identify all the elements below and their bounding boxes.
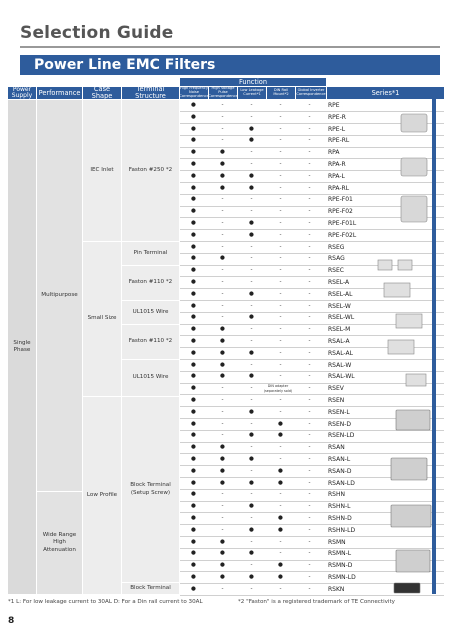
function-dash: - [279, 220, 282, 226]
series-name: RSHN [328, 491, 345, 499]
function-dot: ● [220, 444, 225, 451]
function-dash: - [308, 550, 311, 557]
terminal-group: Block Terminal (Setup Screw) [122, 397, 179, 582]
function-dash: - [279, 196, 282, 203]
series-name: RSEN [328, 397, 345, 404]
series-name: RSEL-A [328, 279, 350, 286]
terminal-structure-header: Terminal Structure [122, 87, 179, 99]
function-dash: - [250, 113, 253, 120]
function-dash: - [250, 196, 253, 203]
function-dot: ● [191, 267, 196, 274]
case-shape-group: IEC Inlet [83, 100, 121, 241]
product-images [326, 78, 444, 594]
function-dash: - [250, 255, 253, 262]
function-dot: ● [249, 432, 254, 439]
function-dash: - [279, 137, 282, 144]
function-dash: - [308, 102, 311, 108]
function-dash: - [308, 515, 311, 521]
function-dash: - [308, 290, 311, 297]
case-shape-header: Case Shape [83, 87, 121, 99]
function-dash: - [279, 408, 282, 415]
function-dash: - [221, 585, 224, 592]
series-name: RSHN-L [328, 503, 351, 511]
function-dash: - [308, 326, 311, 333]
function-dash: - [221, 420, 224, 427]
function-dash: - [221, 503, 224, 510]
function-dot: ● [191, 538, 196, 545]
function-dash: - [221, 220, 224, 226]
function-dash: - [308, 361, 311, 368]
function-dot: ● [191, 491, 196, 498]
function-dot: ● [191, 102, 196, 108]
function-dash: - [250, 397, 253, 403]
function-dash: - [250, 102, 253, 108]
function-dot: ● [249, 503, 254, 510]
function-dash: - [279, 255, 282, 262]
function-dash: - [279, 290, 282, 297]
series-name: RSAG [328, 255, 345, 263]
function-dash: - [308, 479, 311, 486]
function-dash: - [308, 196, 311, 203]
series-name: RSAN-LD [328, 479, 355, 487]
function-dot: ● [220, 456, 225, 462]
function-dash: - [308, 585, 311, 592]
product-illustrations [326, 78, 444, 594]
function-dash: - [279, 491, 282, 498]
series-name: RSMN-L [328, 550, 352, 558]
function-dot: ● [220, 574, 225, 580]
function-dot: ● [191, 515, 196, 521]
function-dot: ● [191, 231, 196, 238]
function-dash: - [250, 149, 253, 156]
function-dot: ● [249, 184, 254, 191]
series-name: RSAN-D [328, 467, 352, 475]
function-dash: - [279, 550, 282, 557]
function-dot: ● [220, 550, 225, 557]
function-dash: - [221, 385, 224, 392]
function-dash: - [221, 290, 224, 297]
performance-group: Multipurpose [37, 100, 82, 491]
function-dash: - [279, 267, 282, 274]
series-name: RPA-RL [328, 184, 350, 192]
function-dot: ● [191, 243, 196, 250]
function-dash: - [308, 113, 311, 120]
function-dash: - [221, 208, 224, 215]
series-name: RSEN-D [328, 420, 352, 428]
function-dash: - [221, 397, 224, 403]
function-dash: - [279, 125, 282, 132]
series-name: RSAL-W [328, 361, 352, 369]
series-header: Series*1 [327, 87, 444, 99]
iec-inlet-image [401, 114, 427, 222]
function-dot: ● [191, 467, 196, 474]
function-dash: - [250, 326, 253, 333]
case-shape-group: Low Profile [83, 397, 121, 594]
function-dash: - [250, 467, 253, 474]
terminal-group: Faston #110 *2 [122, 325, 179, 359]
function-dash: - [308, 243, 311, 250]
function-dash: - [308, 562, 311, 569]
series-name: RPE-F01L [328, 220, 357, 227]
function-dash: - [308, 231, 311, 238]
series-name: RSEL-WL [328, 314, 355, 322]
function-dash: - [308, 526, 311, 533]
series-name: RSAN [328, 444, 345, 452]
function-dot: ● [220, 361, 225, 368]
function-dot: ● [191, 385, 196, 392]
function-col-header: Low Leakage Current*1 [238, 87, 266, 99]
page-number: 8 [8, 616, 15, 626]
function-dash: - [250, 562, 253, 569]
series-name: RSEL-M [328, 326, 351, 334]
terminal-group: UL1015 Wire [122, 301, 179, 324]
heading-rule [20, 46, 440, 48]
function-dot: ● [191, 361, 196, 368]
function-dash: - [308, 338, 311, 344]
function-dash: - [250, 538, 253, 545]
series-name: RSEG [328, 243, 345, 251]
function-dot: ● [249, 220, 254, 226]
function-dot: ● [191, 290, 196, 297]
function-dot: ● [249, 550, 254, 557]
series-name: RPE-F02 [328, 208, 353, 216]
function-dash: - [221, 243, 224, 250]
series-name: RSEN-L [328, 408, 350, 416]
function-dot: ● [278, 420, 283, 427]
function-dash: - [279, 302, 282, 309]
series-name: RSAL-A [328, 338, 350, 345]
function-dot: ● [220, 149, 225, 156]
function-dash: - [221, 491, 224, 498]
function-dash: - [221, 408, 224, 415]
function-dot: ● [249, 137, 254, 144]
function-dash: - [308, 408, 311, 415]
case-shape-group: Small Size [83, 242, 121, 396]
function-dash: - [308, 161, 311, 167]
row-divider [180, 595, 444, 596]
small-size-image [378, 260, 426, 386]
function-dot: ● [278, 432, 283, 439]
function-dot: ● [191, 526, 196, 533]
function-dot: ● [191, 255, 196, 262]
function-dash: - [279, 184, 282, 191]
function-dot: ● [191, 420, 196, 427]
function-dash: - [279, 314, 282, 321]
function-dot: ● [191, 408, 196, 415]
function-dot: ● [220, 479, 225, 486]
function-dot: ● [278, 526, 283, 533]
function-dash: - [279, 338, 282, 344]
footnote-2: *2 "Faston" is a registered trademark of TE Connectivity [238, 599, 395, 605]
function-dash: - [250, 243, 253, 250]
function-dot: ● [191, 208, 196, 215]
function-dash: - [279, 585, 282, 592]
function-dot: ● [191, 562, 196, 569]
function-dot: ● [249, 479, 254, 486]
function-dash: - [250, 267, 253, 274]
function-dash: - [308, 149, 311, 156]
function-col-header: DIN Rail Mount*2 [267, 87, 295, 99]
function-dash: - [250, 420, 253, 427]
terminal-group: UL1015 Wire [122, 360, 179, 396]
function-dash: - [221, 515, 224, 521]
function-dash: - [308, 491, 311, 498]
footnote-1: *1 L: For low leakage current to 30AL D: For a Din rail current to 30AL [8, 599, 203, 605]
function-dot: ● [191, 196, 196, 203]
edge-tab [432, 98, 436, 594]
function-dash: - [221, 196, 224, 203]
function-dash: - [308, 125, 311, 132]
series-name: RSEN-LD [328, 432, 355, 440]
function-dash: - [308, 314, 311, 321]
series-name: RSKN [328, 585, 345, 593]
function-header: Function [180, 78, 326, 86]
function-dash: - [279, 456, 282, 462]
function-dash: - [279, 102, 282, 108]
series-name: RPA-L [328, 172, 345, 180]
function-dot: ● [220, 184, 225, 191]
function-dash: - [279, 397, 282, 403]
function-dash: - [250, 361, 253, 368]
function-dash: - [221, 137, 224, 144]
series-name: RSEV [328, 385, 344, 393]
function-dash: - [221, 279, 224, 285]
function-dash: - [308, 137, 311, 144]
function-dash: - [279, 279, 282, 285]
function-dot: ● [191, 184, 196, 191]
function-dot: ● [220, 562, 225, 569]
series-name: RSEL-AL [328, 290, 353, 298]
function-dot: ● [191, 161, 196, 167]
function-dot: ● [220, 338, 225, 344]
function-dash: - [279, 373, 282, 380]
din-adapter-note: DIN adapter (separately sold) [263, 384, 293, 393]
function-dash: - [308, 184, 311, 191]
function-dash: - [250, 515, 253, 521]
function-dot: ● [191, 550, 196, 557]
function-dash: - [221, 302, 224, 309]
function-col-header: Global Inverter Correspondence [296, 87, 326, 99]
function-dot: ● [191, 349, 196, 356]
series-name: RPE-F02L [328, 231, 357, 239]
function-dash: - [279, 538, 282, 545]
function-dash: - [308, 279, 311, 285]
series-name: RSMN-D [328, 562, 353, 570]
function-dash: - [279, 113, 282, 120]
function-dot: ● [191, 125, 196, 132]
function-dot: ● [249, 172, 254, 179]
function-col-header: High Voltage Pulse Correspondence [208, 86, 238, 98]
series-name: RSMN-LD [328, 574, 356, 581]
function-dash: - [279, 503, 282, 510]
function-dot: ● [249, 408, 254, 415]
function-dash: - [279, 231, 282, 238]
function-dash: - [221, 231, 224, 238]
function-dash: - [221, 113, 224, 120]
function-dot: ● [278, 467, 283, 474]
function-dash: - [221, 125, 224, 132]
function-dash: - [250, 338, 253, 344]
function-dash: - [279, 326, 282, 333]
function-dash: - [250, 302, 253, 309]
series-name: RSAL-WL [328, 373, 355, 381]
function-dash: - [308, 208, 311, 215]
function-dash: - [279, 444, 282, 451]
function-dash: - [308, 397, 311, 403]
function-dot: ● [191, 302, 196, 309]
function-dash: - [221, 526, 224, 533]
function-dash: - [308, 456, 311, 462]
terminal-group: Faston #250 *2 [122, 100, 179, 241]
function-dash: - [279, 361, 282, 368]
function-dot: ● [249, 314, 254, 321]
terminal-group: Pin Terminal [122, 242, 179, 265]
function-dash: - [308, 574, 311, 580]
function-dot: ● [249, 349, 254, 356]
series-name: RPE-R [328, 113, 346, 121]
function-dot: ● [249, 125, 254, 132]
performance-group: Wide Range High Attenuation [37, 492, 82, 594]
function-dash: - [308, 420, 311, 427]
function-dash: - [308, 302, 311, 309]
function-dash: - [250, 208, 253, 215]
page-heading: Selection Guide [20, 23, 174, 43]
function-dot: ● [278, 562, 283, 569]
function-dot: ● [249, 574, 254, 580]
function-dash: - [250, 385, 253, 392]
series-name: RSAN-L [328, 456, 351, 463]
function-dot: ● [191, 444, 196, 451]
function-dot: ● [191, 314, 196, 321]
series-name: RSMN [328, 538, 346, 546]
terminal-group: Block Terminal [122, 583, 179, 594]
function-dash: - [250, 491, 253, 498]
series-name: RPE-F01 [328, 196, 353, 204]
series-name: RPE-RL [328, 137, 350, 145]
function-col-header: High Frequency Noise Correspondence [179, 86, 209, 98]
function-dash: - [279, 161, 282, 167]
series-name: RPA-R [328, 161, 346, 168]
function-dot: ● [191, 373, 196, 380]
banner-title: Power Line EMC Filters [34, 57, 216, 73]
function-dot: ● [278, 515, 283, 521]
function-dash: - [308, 220, 311, 226]
function-dash: - [221, 267, 224, 274]
function-dash: - [221, 314, 224, 321]
function-dot: ● [191, 149, 196, 156]
series-name: RSEC [328, 267, 344, 275]
function-dot: ● [191, 326, 196, 333]
low-profile-image [391, 410, 431, 593]
function-dot: ● [249, 456, 254, 462]
function-dot: ● [191, 338, 196, 344]
selection-table [8, 78, 444, 594]
function-dash: - [279, 172, 282, 179]
function-dot: ● [220, 373, 225, 380]
function-dot: ● [191, 479, 196, 486]
function-dash: - [279, 349, 282, 356]
function-dot: ● [191, 397, 196, 403]
function-dash: - [308, 172, 311, 179]
series-name: RPE [328, 102, 340, 109]
function-dash: - [250, 444, 253, 451]
function-dot: ● [220, 538, 225, 545]
function-dash: - [279, 149, 282, 156]
terminal-group: Faston #110 *2 [122, 266, 179, 300]
function-dash: - [308, 432, 311, 439]
function-dash: - [250, 161, 253, 167]
function-dot: ● [191, 585, 196, 592]
function-dot: ● [191, 113, 196, 120]
series-name: RSEL-W [328, 302, 351, 310]
function-dash: - [250, 585, 253, 592]
function-dash: - [308, 467, 311, 474]
function-dash: - [308, 267, 311, 274]
series-name: RPE-L [328, 125, 346, 133]
function-dot: ● [278, 574, 283, 580]
function-dot: ● [249, 231, 254, 238]
power-supply-header: Power Supply [8, 87, 36, 99]
function-dash: - [308, 349, 311, 356]
function-dash: - [308, 255, 311, 262]
performance-header: Performance [37, 87, 82, 99]
function-dot: ● [249, 526, 254, 533]
function-dot: ● [191, 456, 196, 462]
function-dot: ● [191, 220, 196, 226]
function-dash: - [250, 279, 253, 285]
function-dash: - [279, 208, 282, 215]
function-dash: - [308, 538, 311, 545]
function-dot: ● [191, 574, 196, 580]
function-dot: ● [191, 172, 196, 179]
function-dot: ● [191, 137, 196, 144]
function-dot: ● [220, 255, 225, 262]
function-dot: ● [249, 373, 254, 380]
function-dash: - [308, 444, 311, 451]
function-dot: ● [220, 161, 225, 167]
function-dash: - [308, 373, 311, 380]
function-dash: - [221, 102, 224, 108]
power-supply-group: Single Phase [8, 100, 36, 594]
function-dot: ● [249, 290, 254, 297]
series-name: RSHN-LD [328, 526, 356, 534]
series-name: RPA [328, 149, 340, 157]
function-dot: ● [220, 349, 225, 356]
series-name: RSAL-AL [328, 349, 353, 357]
function-dot: ● [220, 326, 225, 333]
function-dot: ● [220, 467, 225, 474]
section-banner [20, 55, 440, 75]
function-dot: ● [191, 503, 196, 510]
function-dot: ● [191, 432, 196, 439]
function-dot: ● [191, 279, 196, 285]
series-name: RSHN-D [328, 515, 352, 522]
function-dot: ● [278, 479, 283, 486]
function-dot: ● [220, 172, 225, 179]
function-dash: - [221, 432, 224, 439]
function-dash: - [308, 503, 311, 510]
function-dash: - [279, 243, 282, 250]
function-dash: - [308, 385, 311, 392]
